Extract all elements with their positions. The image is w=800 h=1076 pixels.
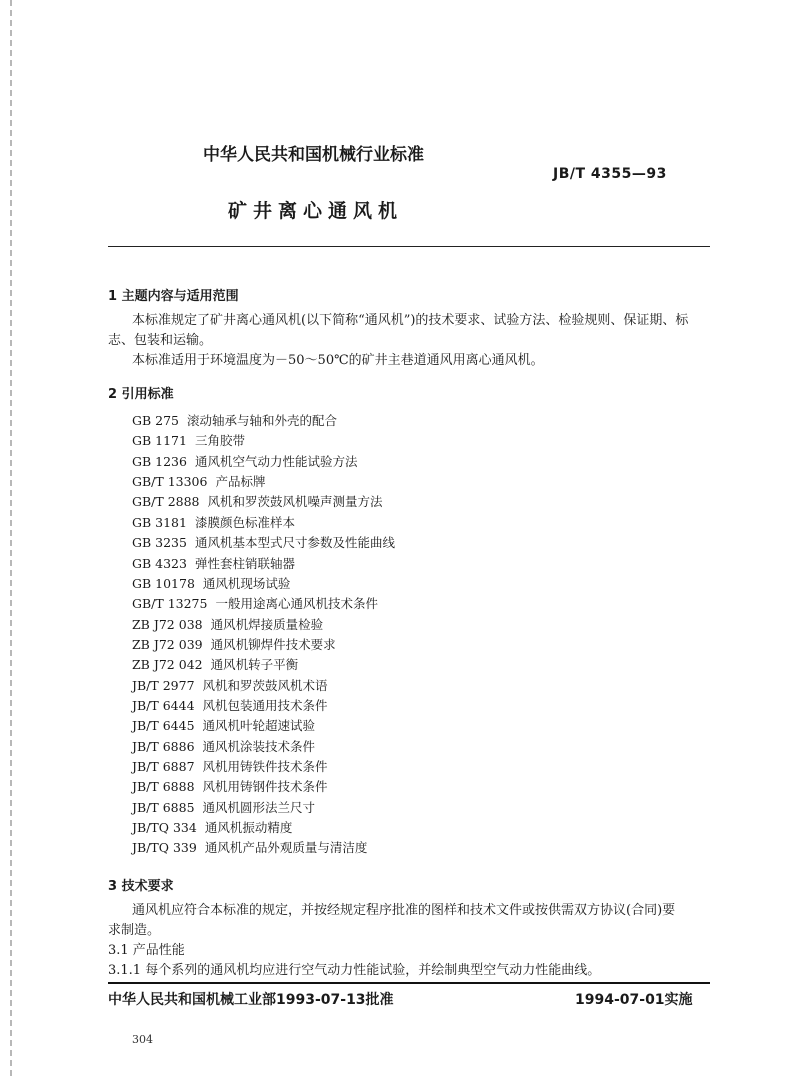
reference-code: GB 10178 (132, 575, 195, 591)
reference-item (132, 513, 295, 531)
reference-title: 通风机现场试验 (202, 575, 291, 591)
reference-item (132, 635, 336, 653)
section-1-paragraph-1-line-1: 本标准规定了矿井离心通风机(以下简称“通风机”)的技术要求、试验方法、检验规则、保证期、标 (132, 313, 689, 328)
reference-item (132, 452, 357, 470)
footer-divider (108, 982, 710, 984)
reference-code: JB/T 2977 (132, 677, 195, 693)
reference-title: 风机包装通用技术条件 (202, 697, 328, 713)
reference-code: JB/T 6445 (132, 718, 195, 734)
reference-code: GB 4323 (132, 555, 187, 571)
reference-code: JB/T 6887 (132, 759, 195, 774)
reference-item (132, 757, 328, 775)
reference-item (132, 615, 323, 633)
reference-item (132, 737, 315, 755)
section-2-heading: 2 引用标准 (108, 387, 174, 402)
reference-title: 风机和罗茨鼓风机术语 (202, 677, 328, 693)
reference-code: JB/T 6444 (132, 697, 195, 713)
reference-item (132, 431, 245, 449)
section-3-paragraph-line-2: 求制造。 (108, 923, 161, 938)
section-3-paragraph-line-1: 通风机应符合本标准的规定，并按经规定程序批准的图样和技术文件或按供需双方协议(合同)要 (132, 903, 676, 918)
reference-item (132, 574, 290, 592)
subsection-3-1: 3.1 产品性能 (108, 943, 185, 958)
reference-item (132, 594, 378, 612)
reference-title: 通风机基本型式尺寸参数及性能曲线 (194, 535, 395, 551)
standard-code: JB/T 4355—93 (553, 166, 667, 182)
reference-title: 风机和罗茨鼓风机噪声测量方法 (207, 494, 383, 510)
reference-code: GB/T 13306 (132, 474, 208, 490)
reference-title: 通风机圆形法兰尺寸 (202, 799, 316, 815)
reference-title: 漆膜颜色标准样本 (194, 514, 295, 530)
reference-code: JB/TQ 334 (132, 820, 197, 835)
reference-code: JB/TQ 339 (132, 840, 197, 856)
section-1-heading: 1 主题内容与适用范围 (108, 289, 239, 304)
reference-title: 产品标牌 (215, 474, 266, 490)
reference-item (132, 492, 383, 510)
reference-item (132, 411, 337, 429)
reference-title: 三角胶带 (194, 433, 245, 449)
reference-item (132, 696, 328, 714)
reference-code: GB 3181 (132, 514, 187, 530)
reference-title: 一般用途离心通风机技术条件 (215, 596, 378, 612)
reference-title: 通风机转子平衡 (210, 657, 299, 673)
issuing-organization: 中华人民共和国机械行业标准 (203, 145, 424, 165)
reference-code: JB/T 6886 (132, 738, 195, 754)
reference-title: 通风机振动精度 (204, 820, 293, 835)
reference-code: JB/T 6888 (132, 779, 195, 795)
reference-title: 通风机叶轮超速试验 (202, 718, 316, 734)
page-number: 304 (132, 1033, 153, 1046)
document-title: 矿井离心通风机 (228, 200, 404, 222)
reference-code: GB/T 13275 (132, 596, 208, 612)
section-1-paragraph-1-line-2: 志、包装和运输。 (108, 333, 213, 348)
reference-item (132, 798, 315, 816)
header-divider (108, 246, 710, 247)
reference-title: 通风机涂装技术条件 (202, 738, 316, 754)
reference-item (132, 472, 265, 490)
reference-title: 滚动轴承与轴和外壳的配合 (187, 413, 338, 428)
reference-item (132, 818, 292, 836)
reference-title: 风机用铸钢件技术条件 (202, 779, 328, 795)
reference-item (132, 838, 367, 856)
reference-code: GB 1236 (132, 453, 187, 469)
reference-code: GB 3235 (132, 535, 187, 551)
reference-title: 通风机铆焊件技术要求 (210, 636, 336, 652)
reference-title: 弹性套柱销联轴器 (194, 555, 295, 571)
reference-code: ZB J72 042 (132, 657, 203, 673)
reference-code: ZB J72 039 (132, 636, 203, 652)
reference-item (132, 716, 315, 734)
reference-item (132, 554, 295, 572)
approval-line: 中华人民共和国机械工业部1993-07-13批准 (108, 992, 394, 1008)
reference-item (132, 655, 298, 673)
subsection-3-1-1: 3.1.1 每个系列的通风机均应进行空气动力性能试验，并绘制典型空气动力性能曲线。 (108, 963, 601, 978)
reference-item (132, 676, 328, 694)
reference-title: 通风机空气动力性能试验方法 (194, 453, 358, 469)
reference-code: JB/T 6885 (132, 799, 195, 815)
reference-item (132, 533, 395, 551)
reference-title: 风机用铸铁件技术条件 (202, 759, 328, 774)
reference-code: GB 1171 (132, 433, 187, 449)
scan-edge-artifact (10, 0, 12, 1076)
reference-code: ZB J72 038 (132, 616, 203, 632)
reference-code: GB/T 2888 (132, 494, 200, 510)
section-3-heading: 3 技术要求 (108, 879, 174, 894)
reference-title: 通风机焊接质量检验 (210, 616, 324, 632)
reference-title: 通风机产品外观质量与清洁度 (204, 840, 368, 856)
implementation-date: 1994-07-01实施 (575, 992, 693, 1008)
reference-code: GB 275 (132, 413, 180, 428)
section-1-paragraph-2: 本标准适用于环境温度为－50～50℃的矿井主巷道通风用离心通风机。 (132, 353, 544, 368)
reference-item (132, 777, 328, 795)
